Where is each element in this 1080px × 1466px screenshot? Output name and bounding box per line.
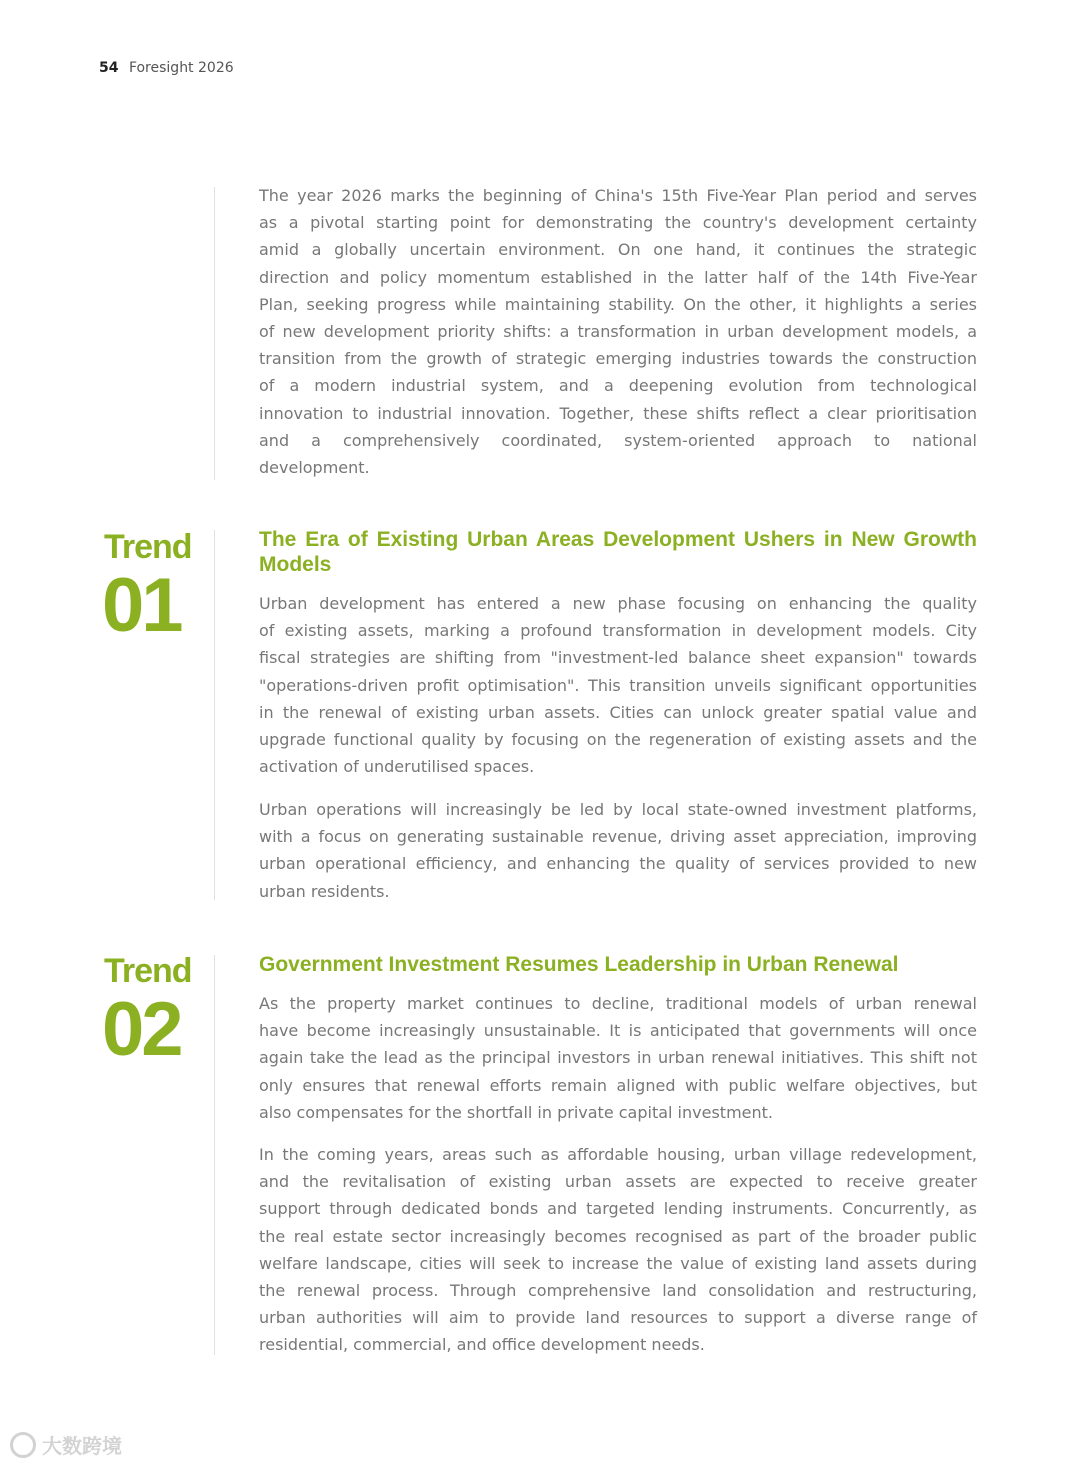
- text-line: In the coming years, areas such as affordable housing, urban village redevelopment,: [259, 1145, 977, 1164]
- text-line: in the renewal of existing urban assets. Cities can unlock greater spatial value and: [259, 702, 977, 722]
- trend-01-label: Trend: [104, 528, 192, 566]
- text-line: and the revitalisation of existing urban assets are expected to receive greater: [259, 1172, 977, 1192]
- text-line: "operations-driven profit optimisation". This transition unveils significant opportunities: [259, 675, 977, 695]
- text-line: only ensures that renewal efforts remain aligned with public welfare objectives, but: [259, 1075, 977, 1095]
- page-number: 54: [99, 60, 119, 76]
- text-line: innovation to industrial innovation. Together, these shifts reflect a clear prioritisation: [259, 403, 977, 423]
- text-line: transition from the growth of strategic emerging industries towards the construction: [259, 349, 977, 369]
- text-line: as a pivotal starting point for demonstrating the country's development certainty: [259, 213, 977, 233]
- trend-02-heading: [259, 952, 977, 977]
- publication-title: Foresight 2026: [128, 60, 234, 76]
- page-header: [99, 60, 234, 76]
- text-line: of new development priority shifts: a transformation in urban development models, a: [259, 321, 977, 341]
- text-line: welfare landscape, cities will seek to increase the value of existing land assets during: [259, 1253, 977, 1273]
- trend-02-number: 02: [102, 987, 181, 1072]
- text-line: Urban development has entered a new phase focusing on enhancing the quality: [259, 594, 977, 613]
- trend-01-divider: [214, 530, 215, 900]
- text-line: fiscal strategies are shifting from "investment-led balance sheet expansion" towards: [259, 648, 977, 668]
- text-line: support through dedicated bonds and targeted lending instruments. Concurrently, as: [259, 1199, 977, 1219]
- text-line: As the property market continues to decline, traditional models of urban renewal: [259, 994, 977, 1013]
- text-line: urban residents.: [259, 881, 390, 901]
- text-line: Urban operations will increasingly be led by local state-owned investment platforms,: [259, 800, 977, 819]
- heading-line: Government Investment Resumes Leadership in Urban Renewal: [259, 953, 899, 976]
- watermark: [10, 1430, 122, 1459]
- text-line: urban authorities will aim to provide land resources to support a diverse range of: [259, 1308, 977, 1328]
- trend-01-paragraph-1: [259, 590, 977, 780]
- text-line: of existing assets, marking a profound transformation in development models. City: [259, 621, 977, 641]
- text-line: residential, commercial, and office development needs.: [259, 1335, 705, 1355]
- heading-line: The Era of Existing Urban Areas Development Ushers in New Growth: [259, 528, 977, 551]
- text-line: the real estate sector increasingly becomes recognised as part of the broader public: [259, 1226, 977, 1246]
- heading-line: Models: [259, 553, 332, 576]
- text-line: of a modern industrial system, and a deepening evolution from technological: [259, 376, 977, 396]
- text-line: upgrade functional quality by focusing on the regeneration of existing assets and the: [259, 729, 977, 749]
- trend-02-paragraph-1: [259, 990, 977, 1126]
- watermark-text: 大数跨境: [42, 1434, 122, 1458]
- text-line: have become increasingly unsustainable. It is anticipated that governments will once: [259, 1021, 977, 1041]
- trend-01-number: 01: [102, 563, 181, 648]
- trend-01-heading: [259, 527, 977, 577]
- text-line: Plan, seeking progress while maintaining stability. On the other, it highlights a series: [259, 294, 977, 314]
- trend-01-paragraph-2: [259, 796, 977, 905]
- watermark-logo-icon: [10, 1432, 36, 1458]
- text-line: also compensates for the shortfall in private capital investment.: [259, 1102, 773, 1122]
- text-line: direction and policy momentum established in the latter half of the 14th Five-Year: [259, 267, 977, 287]
- text-line: urban operational efficiency, and enhancing the quality of services provided to new: [259, 854, 977, 874]
- text-line: the renewal process. Through comprehensive land consolidation and restructuring,: [259, 1280, 977, 1300]
- intro-divider: [214, 187, 215, 480]
- text-line: activation of underutilised spaces.: [259, 757, 535, 777]
- trend-02-label: Trend: [104, 952, 192, 990]
- trend-02-divider: [214, 955, 215, 1355]
- intro-paragraph: [259, 182, 977, 481]
- text-line: The year 2026 marks the beginning of China's 15th Five-Year Plan period and serves: [259, 186, 977, 205]
- trend-02-paragraph-2: [259, 1141, 977, 1359]
- text-line: development.: [259, 457, 370, 477]
- text-line: amid a globally uncertain environment. On one hand, it continues the strategic: [259, 240, 977, 260]
- text-line: again take the lead as the principal investors in urban renewal initiatives. This shift not: [259, 1048, 977, 1068]
- text-line: with a focus on generating sustainable revenue, driving asset appreciation, improving: [259, 827, 977, 847]
- text-line: and a comprehensively coordinated, system-oriented approach to national: [259, 430, 977, 450]
